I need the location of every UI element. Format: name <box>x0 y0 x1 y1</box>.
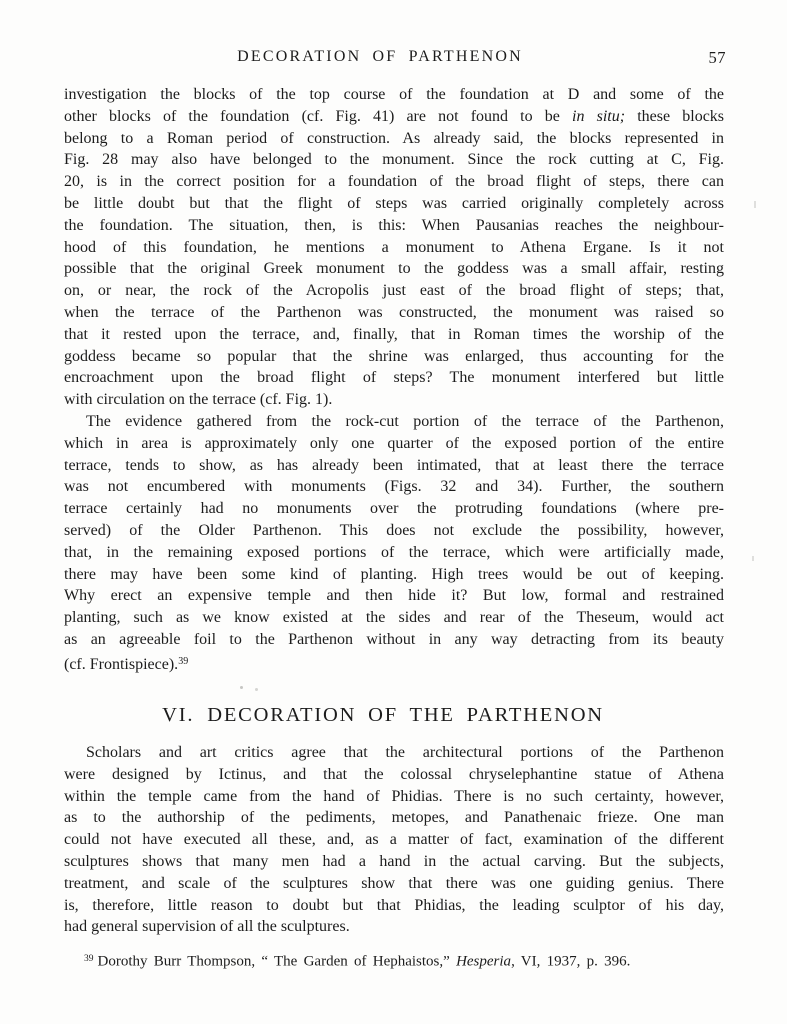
text-run: Scholars and art critics agree that the architectural portions of the Parthenon <box>86 744 724 761</box>
body-text <box>64 84 724 673</box>
text-line <box>64 498 724 520</box>
page-number: 57 <box>708 48 726 67</box>
text-run: with circulation on the terrace (cf. Fig. 1). <box>64 391 333 409</box>
text-line <box>64 324 724 346</box>
text-run: other blocks of the foundation (cf. Fig. 41) are not found to be <box>64 107 573 125</box>
text-line <box>64 455 724 477</box>
text-run: terrace certainly had no monuments over the protruding foundations (where pre- <box>64 500 724 518</box>
text-line <box>64 433 724 455</box>
text-line <box>64 302 724 324</box>
text-run: that it rested upon the terrace, and, finally, that in Roman times the worship of the <box>64 325 724 343</box>
text-run: Fig. 28 may also have belonged to the monument. Since the rock cutting at C, Fig. <box>64 151 724 169</box>
italic-text: Hesperia <box>456 953 512 970</box>
text-run: (cf. Frontispiece). <box>64 655 179 673</box>
text-line <box>64 520 724 542</box>
text-run: Why erect an expensive temple and then hide it? But low, formal and restrained <box>64 587 724 605</box>
text-line <box>64 564 724 586</box>
text-line <box>64 651 724 673</box>
text-line <box>64 237 724 259</box>
running-head <box>64 48 724 72</box>
text-run: investigation the blocks of the top course of the foundation at D and some of the <box>64 86 724 103</box>
paragraph <box>64 742 724 938</box>
text-line <box>64 171 724 193</box>
text-run: is, therefore, little reason to doubt but that Phidias, the leading sculptor of his day, <box>64 896 724 914</box>
running-head-title: DECORATION OF PARTHENON <box>237 48 523 65</box>
text-line <box>64 193 724 215</box>
scan-speck <box>752 556 754 561</box>
section-number: VI. <box>162 704 195 726</box>
footnote-text <box>98 954 631 970</box>
text-line <box>64 367 724 389</box>
text-run: served) of the Older Parthenon. This does not exclude the possibility, however, <box>64 521 724 539</box>
text-line <box>64 807 724 829</box>
text-run: had general supervision of all the sculptures. <box>64 918 350 936</box>
text-line <box>64 84 724 106</box>
text-run: possible that the original Greek monument to the goddess was a small affair, resting <box>64 260 724 278</box>
section-text <box>64 742 724 938</box>
footnote <box>64 950 724 972</box>
text-run: be little doubt but that the flight of steps was carried originally completely across <box>64 194 724 212</box>
text-line <box>64 873 724 895</box>
text-line <box>64 916 724 938</box>
footnote-marker: 39 <box>84 954 94 964</box>
text-line <box>64 128 724 150</box>
text-line <box>64 476 724 498</box>
text-line <box>64 389 724 411</box>
text-run: the foundation. The situation, then, is this: When Pausanias reaches the neighbour- <box>64 216 724 234</box>
text-run: on, or near, the rock of the Acropolis just east of the broad flight of steps; that, <box>64 282 724 300</box>
text-line <box>64 215 724 237</box>
text-line <box>64 829 724 851</box>
text-run: that, in the remaining exposed portions of the terrace, which were artificially made, <box>64 543 724 561</box>
superscript-ref: 39 <box>178 655 189 667</box>
text-run: which in area is approximately only one quarter of the exposed portion of the entire <box>64 434 724 452</box>
text-line <box>64 585 724 607</box>
text-line <box>64 542 724 564</box>
text-line <box>64 742 724 764</box>
text-run: hood of this foundation, he mentions a monument to Athena Ergane. Is it not <box>64 238 724 256</box>
paragraph <box>64 411 724 673</box>
text-run: Dorothy Burr Thompson, “ The Garden of Hephaistos,” <box>97 953 457 970</box>
text-line <box>64 764 724 786</box>
text-run: planting, such as we know existed at the sides and rear of the Theseum, would act <box>64 609 724 627</box>
text-run: , VI, 1937, p. 396. <box>511 953 631 970</box>
text-run: was not encumbered with monuments (Figs. 32 and 34). Further, the southern <box>64 478 724 496</box>
text-line <box>64 851 724 873</box>
text-line <box>64 786 724 808</box>
text-run: these blocks <box>625 107 724 125</box>
text-run: as an agreeable foil to the Parthenon without in any way detracting from its beauty <box>64 630 724 648</box>
text-run: treatment, and scale of the sculptures show that there was one guiding genius. There <box>64 874 724 892</box>
text-line <box>64 106 724 128</box>
text-line <box>64 258 724 280</box>
text-line <box>64 895 724 917</box>
text-line <box>64 411 724 433</box>
text-line <box>64 607 724 629</box>
text-run: there may have been some kind of planting. High trees would be out of keeping. <box>64 565 724 583</box>
text-run: belong to a Roman period of construction. As already said, the blocks represented in <box>64 129 724 147</box>
paragraph <box>64 84 724 411</box>
text-line <box>64 280 724 302</box>
section-heading <box>53 704 713 727</box>
text-run: when the terrace of the Parthenon was constructed, the monument was raised so <box>64 303 724 321</box>
text-line <box>64 149 724 171</box>
text-line <box>64 346 724 368</box>
text-run: could not have executed all these, and, as a matter of fact, examination of the different <box>64 831 724 849</box>
text-line <box>64 629 724 651</box>
text-run: within the temple came from the hand of Phidias. There is no such certainty, however, <box>64 787 724 805</box>
text-run: 20, is in the correct position for a foundation of the broad flight of steps, there can <box>64 173 724 191</box>
text-run: The evidence gathered from the rock-cut portion of the terrace of the Parthenon, <box>86 412 724 430</box>
scan-speck <box>754 201 756 208</box>
text-run: sculptures shows that many men had a hand in the actual carving. But the subjects, <box>64 852 724 870</box>
scan-artifact <box>240 686 243 689</box>
section-title: DECORATION OF THE PARTHENON <box>207 704 604 726</box>
italic-text: in situ; <box>572 107 626 125</box>
text-run: goddess became so popular that the shrine was enlarged, thus accounting for the <box>64 347 724 365</box>
text-run: terrace, tends to show, as has already been intimated, that at least there the terrace <box>64 456 724 474</box>
text-run: as to the authorship of the pediments, metopes, and Panathenaic frieze. One man <box>64 809 724 827</box>
text-run: were designed by Ictinus, and that the colossal chryselephantine statue of Athena <box>64 765 724 783</box>
text-run: encroachment upon the broad flight of steps? The monument interfered but little <box>64 369 724 387</box>
